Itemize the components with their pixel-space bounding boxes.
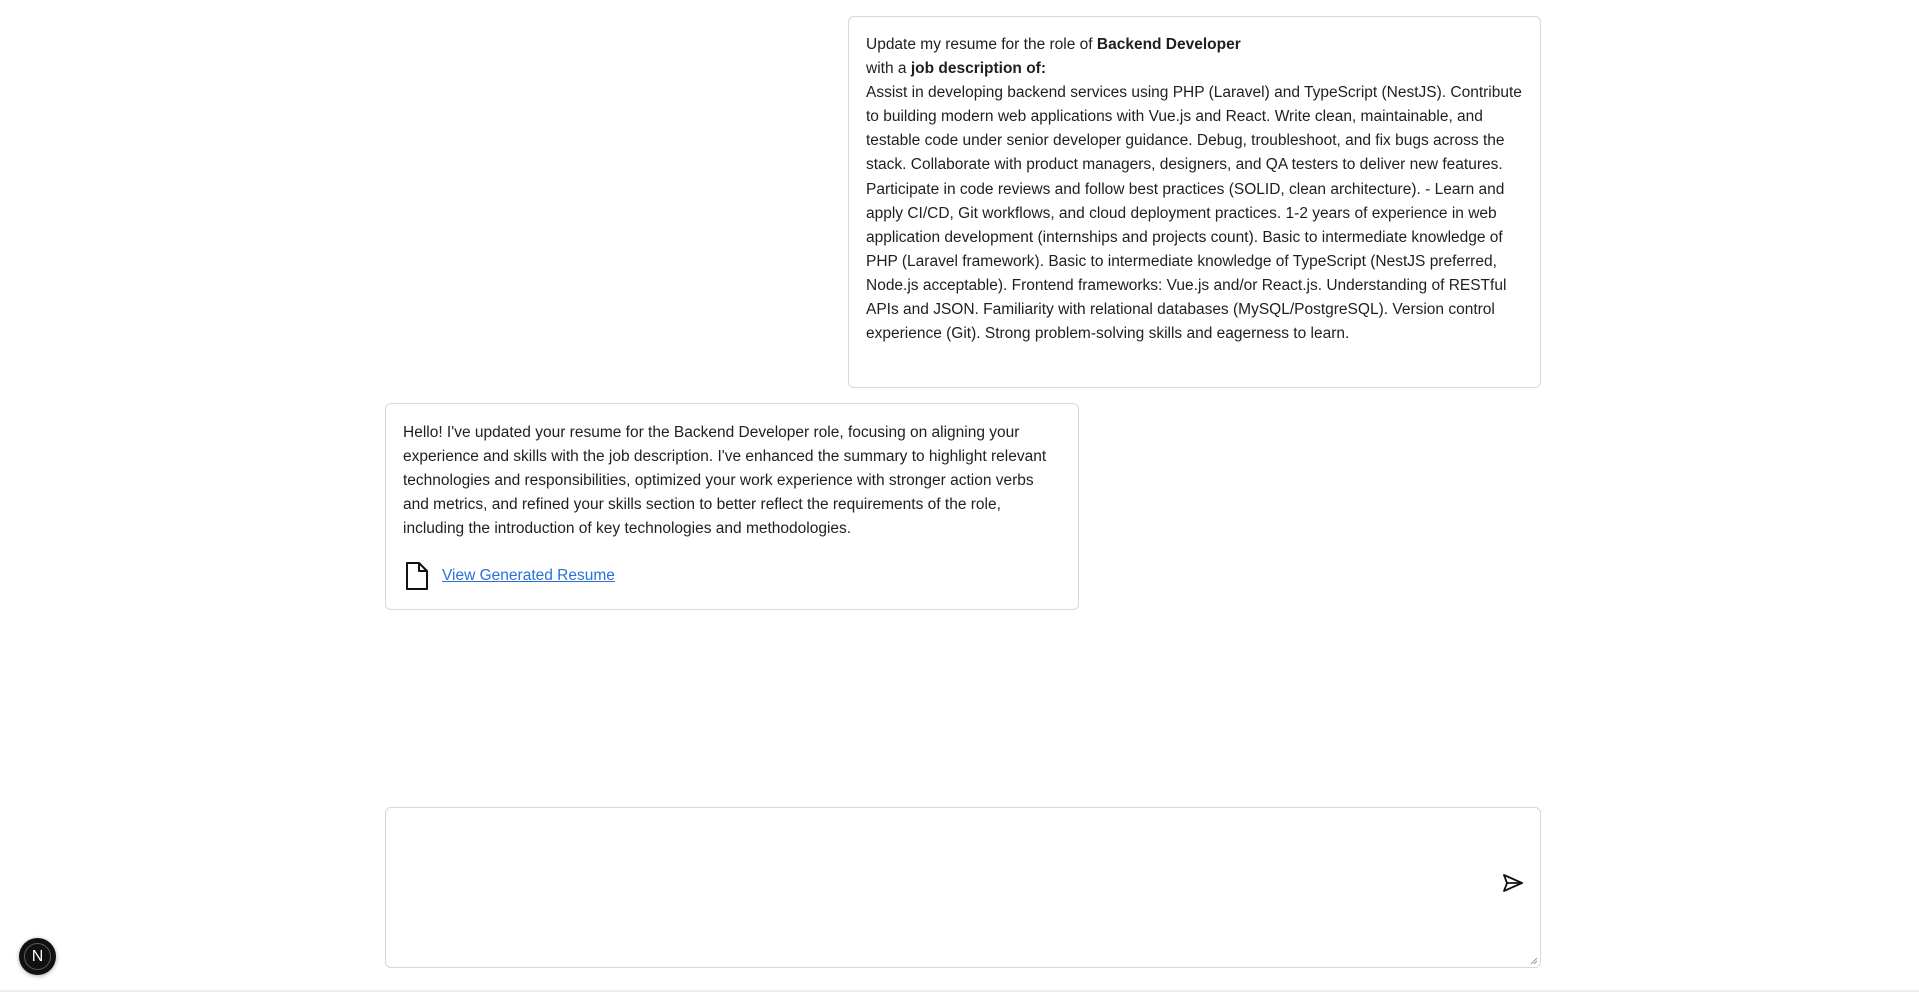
user-message-job-description: Assist in developing backend services using PHP (Laravel) and TypeScript (NestJS). Contribute to building modern web applications with Vue.js and React. Write clean, maintainable, and testable code under senior developer guidance. Debug, troubleshoot, and fix bugs across the stack. Collaborate with product managers, designers, and QA testers to deliver new features. Participate in code reviews and follow best practices (SOLID, clean architecture). - Learn and apply CI/CD, Git workflows, and cloud deployment practices. 1-2 years of experience in web application development (internships and projects count). Basic to intermediate knowledge of PHP (Laravel framework). Basic to intermediate knowledge of TypeScript (NestJS preferred, Node.js acceptable). Frontend frameworks: Vue.js and/or React.js. Understanding of RESTful APIs and JSON. Familiarity with relational databases (MySQL/PostgreSQL). Version control experience (Git). Strong problem-solving skills and eagerness to learn. — [866, 84, 1522, 343]
assistant-message-text: Hello! I've updated your resume for the Backend Developer role, focusing on aligning your experience and skills with the job description. I've enhanced the summary to highlight relevant technologies and responsibilities, optimized your work experience with stronger action verbs and metrics, and refined your skills section to better reflect the requirements of the role, including the introduction of key technologies and methodologies. — [403, 424, 1047, 538]
file-icon — [404, 561, 430, 591]
view-generated-resume-link[interactable]: View Generated Resume — [442, 567, 615, 585]
user-message-intro: Update my resume for the role of — [866, 36, 1097, 53]
generated-resume-link-row[interactable] — [403, 561, 1061, 591]
dev-tools-badge[interactable] — [19, 938, 56, 975]
dev-tools-badge-letter: N — [31, 947, 44, 965]
user-message-text — [866, 33, 1523, 346]
user-message-role: Backend Developer — [1096, 36, 1241, 53]
message-composer[interactable] — [385, 807, 1541, 968]
send-icon — [1501, 871, 1525, 895]
user-message-bubble — [848, 16, 1541, 388]
resize-grip-icon[interactable] — [1530, 957, 1538, 965]
user-message-jd-label: job description of: — [910, 60, 1046, 78]
dev-tools-badge-ring — [24, 943, 51, 970]
user-message-with-a: with a — [866, 60, 911, 78]
send-button[interactable] — [1499, 869, 1527, 897]
message-input[interactable] — [386, 808, 1540, 967]
assistant-message-bubble — [385, 403, 1079, 610]
